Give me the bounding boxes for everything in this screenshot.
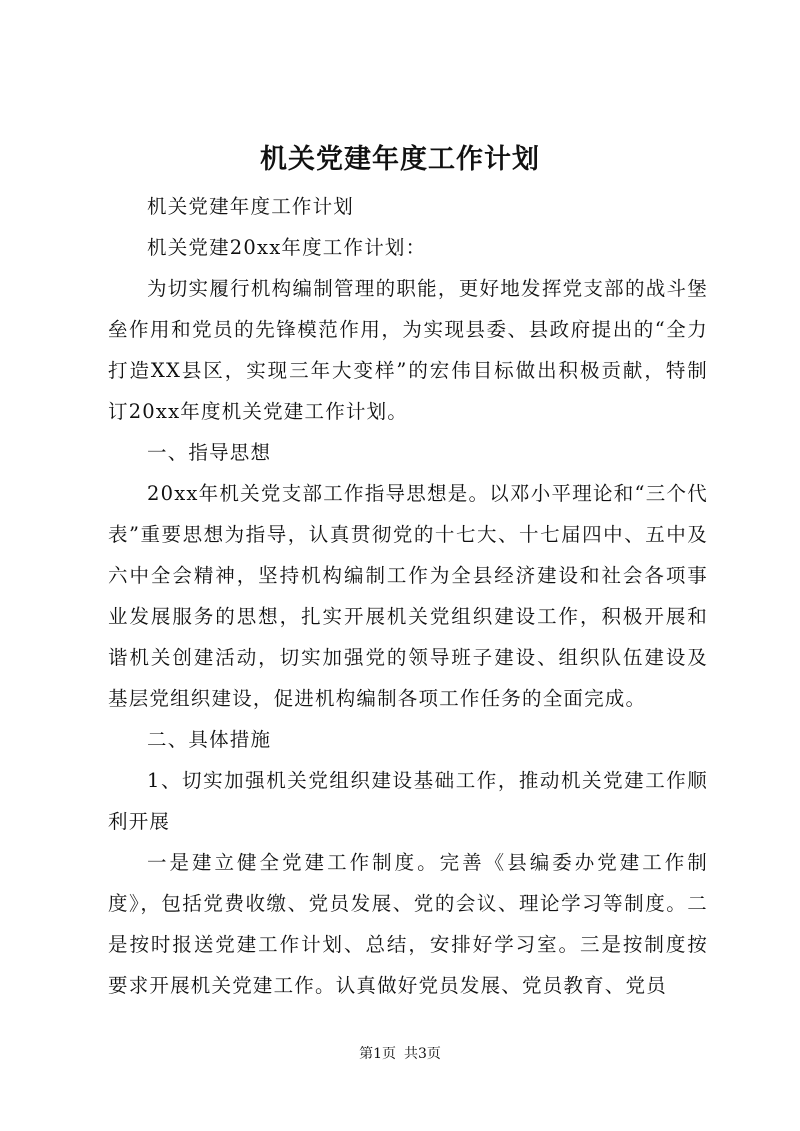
paragraph-guiding-thought: 20xx年机关党支部工作指导思想是。以邓小平理论和“三个代表”重要思想为指导，认真贯彻党的十七大、十七届四中、五中及六中全会精神，坚持机构编制工作为全县经济建设和社会各项事业发展服务的思想，扎实开展机关党组织建设工作，积极开展和谐机关创建活动，切实加强党的领导班子建设、组织队伍建设及基层党组织建设，促进机构编制各项工作任务的全面完成。 — [108, 482, 708, 710]
document-title: 机关党建年度工作计划 — [260, 144, 540, 175]
page-footer — [0, 1044, 800, 1064]
total-pages: 共3页 — [404, 1046, 441, 1062]
paragraph-plan-heading: 机关党建20xx年度工作计划： — [147, 236, 427, 259]
section-heading-measures: 二、具体措施 — [147, 728, 272, 751]
paragraph-measures-detail: 一是建立健全党建工作制度。完善《县编委办党建工作制度》，包括党费收缴、党员发展、党的会议、理论学习等制度。二是按时报送党建工作计划、总结，安排好学习室。三是按制度按要求开展机关党建工作。认真做好党员发展、党员教育、党员 — [108, 851, 708, 997]
page-number: 第1页 — [359, 1046, 396, 1062]
subsection-heading-1: 1、切实加强机关党组织建设基础工作，推动机关党建工作顺利开展 — [108, 769, 708, 833]
document-body — [108, 186, 708, 1006]
section-heading-guiding-thought: 一、指导思想 — [147, 441, 272, 464]
paragraph-intro: 为切实履行机构编制管理的职能，更好地发挥党支部的战斗堡垒作用和党员的先锋模范作用，为实现县委、县政府提出的“全力打造XX县区，实现三年大变样”的宏伟目标做出积极贡献，特制订20xx年度机关党建工作计划。 — [108, 277, 708, 423]
paragraph-subtitle: 机关党建年度工作计划 — [147, 195, 355, 218]
